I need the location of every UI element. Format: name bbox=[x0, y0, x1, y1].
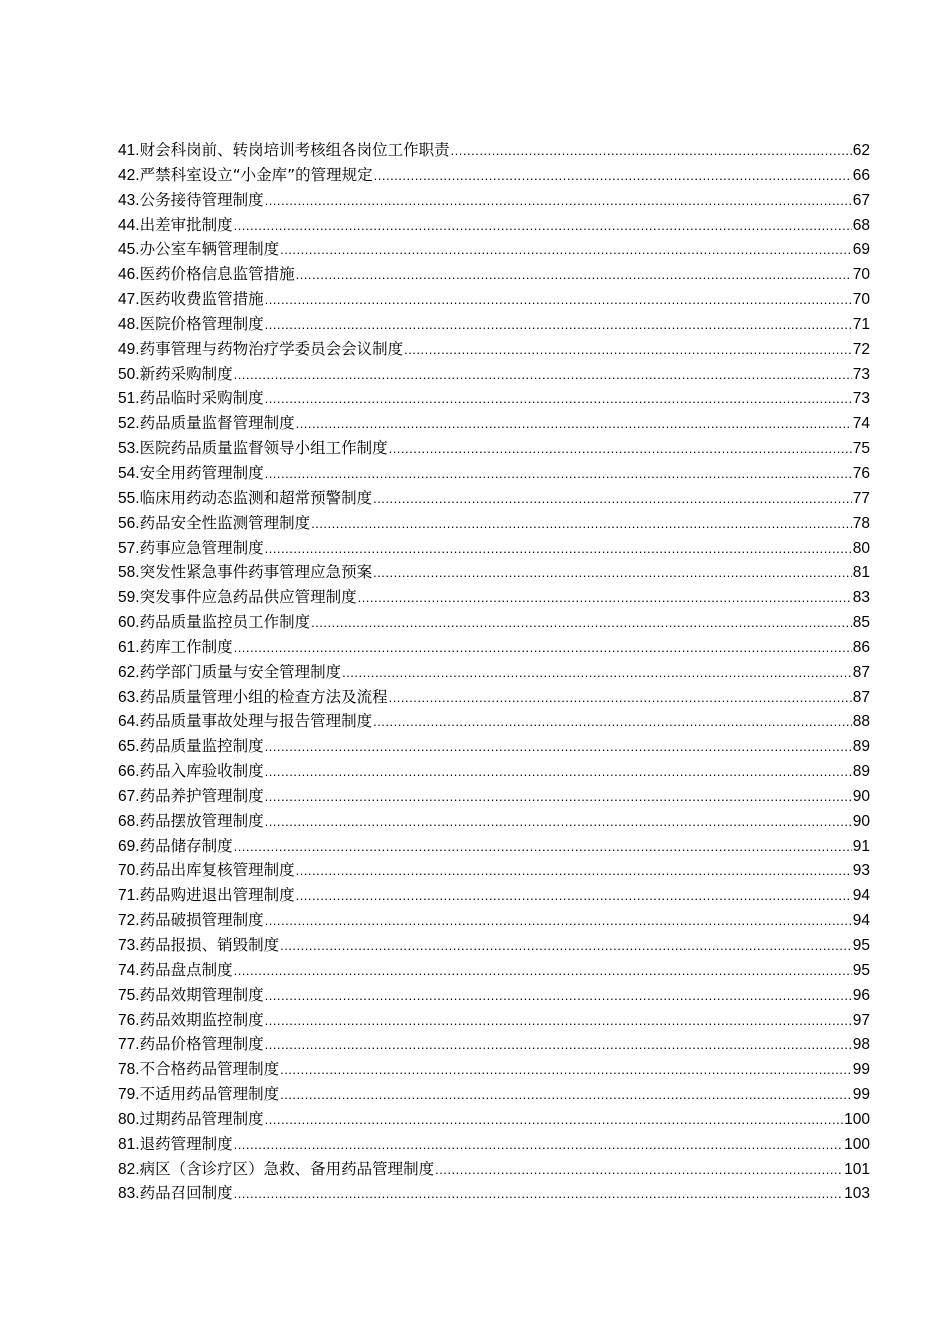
toc-entry-text: 药品质量监控员工作制度 bbox=[139, 613, 311, 632]
toc-entry-text: 药品养护管理制度 bbox=[139, 786, 264, 805]
toc-entry-text: 临床用药动态监测和超常预警制度 bbox=[139, 488, 373, 507]
toc-entry-page-number: 100 bbox=[844, 1110, 870, 1128]
toc-entry-title bbox=[118, 635, 233, 661]
toc-dot-leader bbox=[234, 1182, 844, 1207]
toc-dot-leader bbox=[280, 1083, 852, 1108]
toc-dot-leader bbox=[234, 959, 852, 984]
toc-entry-number: 50. bbox=[118, 365, 140, 383]
toc-entry-page-number: 77 bbox=[852, 489, 870, 507]
toc-entry-number: 64. bbox=[118, 713, 140, 731]
toc-entry-title bbox=[118, 386, 264, 412]
toc-dot-leader bbox=[265, 462, 852, 487]
toc-dot-leader bbox=[373, 710, 852, 735]
toc-entry[interactable] bbox=[118, 710, 870, 735]
toc-dot-leader bbox=[280, 1058, 852, 1083]
toc-entry-text: 新药采购制度 bbox=[139, 364, 233, 383]
toc-entry-text: 药品报损、销毁制度 bbox=[139, 936, 280, 954]
toc-entry-number: 46. bbox=[118, 266, 140, 284]
toc-entry-page-number: 91 bbox=[852, 837, 870, 855]
toc-entry-title bbox=[118, 759, 264, 785]
toc-entry-number: 74. bbox=[118, 961, 140, 979]
toc-entry-page-number: 70 bbox=[852, 266, 870, 284]
toc-entry[interactable] bbox=[118, 1083, 870, 1108]
toc-entry-title bbox=[118, 1132, 233, 1158]
toc-entry-page-number: 90 bbox=[852, 787, 870, 805]
toc-entry-number: 53. bbox=[118, 440, 140, 458]
toc-entry[interactable] bbox=[118, 512, 870, 537]
toc-entry-number: 59. bbox=[118, 589, 140, 607]
toc-dot-leader bbox=[296, 859, 852, 884]
toc-dot-leader bbox=[451, 139, 852, 164]
toc-entry[interactable] bbox=[118, 934, 870, 959]
toc-entry-number: 45. bbox=[118, 241, 140, 259]
toc-entry-title bbox=[118, 908, 264, 934]
toc-entry-title bbox=[118, 809, 264, 835]
toc-entry-text: 公务接待管理制度 bbox=[139, 190, 264, 209]
toc-entry[interactable] bbox=[118, 412, 870, 437]
toc-dot-leader bbox=[296, 412, 852, 437]
toc-dot-leader bbox=[389, 686, 852, 711]
toc-entry-number: 56. bbox=[118, 514, 140, 532]
toc-entry-text: 病区（含诊疗区）急救、备用药品管理制度 bbox=[139, 1159, 435, 1178]
toc-entry[interactable] bbox=[118, 686, 870, 711]
toc-entry-page-number: 99 bbox=[852, 1086, 870, 1104]
toc-entry-page-number: 73 bbox=[852, 365, 870, 383]
toc-entry-text: 药品临时采购制度 bbox=[139, 389, 264, 408]
toc-entry-title bbox=[118, 734, 264, 760]
toc-entry-page-number: 68 bbox=[852, 216, 870, 234]
toc-entry[interactable] bbox=[118, 586, 870, 611]
toc-entry-page-number: 73 bbox=[852, 390, 870, 408]
toc-entry-title bbox=[118, 784, 264, 810]
toc-entry-page-number: 95 bbox=[852, 961, 870, 979]
toc-entry-title bbox=[118, 312, 264, 338]
toc-dot-leader bbox=[265, 537, 852, 562]
toc-entry-text: 药库工作制度 bbox=[139, 637, 233, 656]
toc-entry[interactable] bbox=[118, 437, 870, 462]
toc-entry-title bbox=[118, 1181, 233, 1207]
toc-dot-leader bbox=[234, 363, 852, 388]
toc-entry-title bbox=[118, 858, 295, 884]
toc-entry-page-number: 66 bbox=[852, 166, 870, 184]
toc-entry-title bbox=[118, 610, 310, 636]
toc-entry-number: 65. bbox=[118, 738, 140, 756]
toc-entry-page-number: 67 bbox=[852, 191, 870, 209]
toc-dot-leader bbox=[296, 263, 852, 288]
toc-entry-title bbox=[118, 287, 264, 313]
toc-entry[interactable] bbox=[118, 859, 870, 884]
toc-entry[interactable] bbox=[118, 387, 870, 412]
toc-entry[interactable] bbox=[118, 760, 870, 785]
toc-entry-page-number: 87 bbox=[852, 663, 870, 681]
table-of-contents bbox=[118, 139, 870, 1207]
toc-entry[interactable] bbox=[118, 661, 870, 686]
toc-dot-leader bbox=[265, 760, 852, 785]
toc-entry[interactable] bbox=[118, 537, 870, 562]
toc-entry-text: 药品质量事故处理与报告管理制度 bbox=[139, 712, 373, 731]
toc-entry-page-number: 72 bbox=[852, 340, 870, 358]
toc-entry[interactable] bbox=[118, 835, 870, 860]
toc-entry-page-number: 94 bbox=[852, 887, 870, 905]
toc-entry-number: 66. bbox=[118, 763, 140, 781]
toc-entry-title bbox=[118, 685, 388, 711]
toc-dot-leader bbox=[265, 984, 852, 1009]
toc-entry-number: 73. bbox=[118, 937, 140, 954]
toc-entry-page-number: 90 bbox=[852, 812, 870, 830]
toc-entry-number: 61. bbox=[118, 638, 140, 656]
toc-entry-title bbox=[118, 1157, 434, 1183]
toc-entry-page-number: 71 bbox=[852, 315, 870, 333]
toc-entry-text: 突发性紧急事件药事管理应急预案 bbox=[139, 563, 373, 582]
toc-dot-leader bbox=[265, 1033, 852, 1058]
toc-entry-title bbox=[118, 461, 264, 487]
toc-dot-leader bbox=[280, 238, 852, 263]
toc-entry-page-number: 75 bbox=[852, 440, 870, 458]
toc-entry-title bbox=[118, 883, 295, 909]
toc-entry-number: 57. bbox=[118, 539, 140, 557]
toc-entry-number: 82. bbox=[118, 1160, 140, 1178]
toc-entry-title bbox=[118, 834, 233, 860]
toc-entry-number: 78. bbox=[118, 1061, 140, 1079]
toc-entry-text: 医院药品质量监督领导小组工作制度 bbox=[139, 439, 388, 458]
toc-entry-text: 药品出库复核管理制度 bbox=[139, 861, 295, 880]
toc-entry-page-number: 76 bbox=[852, 464, 870, 482]
toc-entry-number: 71. bbox=[118, 887, 140, 905]
toc-entry-number: 52. bbox=[118, 415, 140, 433]
toc-entry-title bbox=[118, 1082, 279, 1108]
toc-entry-number: 75. bbox=[118, 986, 140, 1004]
toc-dot-leader bbox=[311, 512, 852, 537]
toc-entry-page-number: 87 bbox=[852, 688, 870, 706]
toc-entry-number: 63. bbox=[118, 688, 140, 706]
toc-entry-title bbox=[118, 585, 357, 611]
toc-entry[interactable] bbox=[118, 1033, 870, 1058]
toc-entry-page-number: 85 bbox=[852, 614, 870, 632]
toc-entry-number: 47. bbox=[118, 291, 140, 309]
toc-entry-text: 突发事件应急药品供应管理制度 bbox=[139, 588, 357, 607]
toc-entry-number: 79. bbox=[118, 1086, 140, 1104]
toc-entry-page-number: 89 bbox=[852, 738, 870, 756]
toc-entry-text: 医药收费监管措施 bbox=[139, 290, 264, 309]
toc-entry-page-number: 98 bbox=[852, 1036, 870, 1054]
toc-entry[interactable] bbox=[118, 1108, 870, 1133]
toc-entry-number: 51. bbox=[118, 390, 140, 408]
toc-entry[interactable] bbox=[118, 959, 870, 984]
toc-entry-text: 药品盘点制度 bbox=[139, 960, 233, 979]
toc-entry[interactable] bbox=[118, 561, 870, 586]
toc-entry[interactable] bbox=[118, 487, 870, 512]
toc-entry-title bbox=[118, 536, 264, 562]
toc-entry[interactable] bbox=[118, 984, 870, 1009]
toc-entry-number: 76. bbox=[118, 1011, 140, 1029]
toc-dot-leader bbox=[234, 835, 852, 860]
toc-entry-text: 药品购进退出管理制度 bbox=[139, 886, 295, 905]
toc-entry[interactable] bbox=[118, 636, 870, 661]
toc-entry-title bbox=[118, 262, 295, 288]
toc-dot-leader bbox=[311, 611, 852, 636]
toc-dot-leader bbox=[265, 189, 852, 214]
toc-dot-leader bbox=[265, 387, 852, 412]
toc-entry-title bbox=[118, 188, 264, 214]
toc-entry-text: 药事应急管理制度 bbox=[139, 538, 264, 557]
toc-entry[interactable] bbox=[118, 611, 870, 636]
toc-entry-page-number: 80 bbox=[852, 539, 870, 557]
toc-entry[interactable] bbox=[118, 238, 870, 263]
toc-dot-leader bbox=[280, 934, 852, 959]
toc-dot-leader bbox=[265, 785, 852, 810]
toc-entry-number: 43. bbox=[118, 191, 140, 209]
toc-entry-text: 退药管理制度 bbox=[139, 1134, 233, 1153]
toc-dot-leader bbox=[265, 1009, 852, 1034]
toc-dot-leader bbox=[296, 884, 852, 909]
toc-entry-number: 81. bbox=[118, 1135, 140, 1153]
toc-entry-text: 药品召回制度 bbox=[139, 1184, 233, 1203]
toc-entry-title bbox=[118, 1057, 279, 1083]
toc-entry-title bbox=[118, 511, 310, 537]
toc-dot-leader bbox=[404, 338, 852, 363]
toc-entry[interactable] bbox=[118, 1009, 870, 1034]
toc-entry-title bbox=[118, 1032, 264, 1058]
toc-entry[interactable] bbox=[118, 785, 870, 810]
toc-entry-title bbox=[118, 337, 403, 363]
toc-entry-page-number: 62 bbox=[852, 142, 870, 159]
toc-entry[interactable] bbox=[118, 288, 870, 313]
toc-dot-leader bbox=[389, 437, 852, 462]
toc-entry-title bbox=[118, 709, 372, 735]
toc-entry-text: 医院价格管理制度 bbox=[139, 314, 264, 333]
toc-entry-text: 严禁科室设立“小金库”的管理规定 bbox=[139, 165, 373, 184]
toc-entry-page-number: 94 bbox=[852, 912, 870, 930]
toc-entry[interactable] bbox=[118, 338, 870, 363]
toc-entry[interactable] bbox=[118, 1182, 870, 1207]
toc-entry-number: 55. bbox=[118, 489, 140, 507]
toc-entry-page-number: 69 bbox=[852, 241, 870, 259]
toc-entry-number: 67. bbox=[118, 787, 140, 805]
toc-entry[interactable] bbox=[118, 735, 870, 760]
toc-entry-number: 72. bbox=[118, 912, 140, 930]
toc-entry-number: 70. bbox=[118, 862, 140, 880]
toc-entry-text: 出差审批制度 bbox=[139, 215, 233, 234]
toc-entry-text: 医药价格信息监管措施 bbox=[139, 265, 295, 284]
toc-entry-text: 不适用药品管理制度 bbox=[139, 1085, 280, 1104]
toc-dot-leader bbox=[234, 1133, 844, 1158]
toc-entry-page-number: 78 bbox=[852, 514, 870, 532]
toc-entry-page-number: 89 bbox=[852, 763, 870, 781]
toc-entry-page-number: 70 bbox=[852, 291, 870, 309]
toc-entry-title bbox=[118, 213, 233, 239]
toc-entry-title bbox=[118, 163, 373, 189]
toc-entry-title bbox=[118, 560, 372, 586]
toc-entry-number: 41. bbox=[118, 142, 140, 159]
toc-dot-leader bbox=[265, 313, 852, 338]
toc-entry-text: 药品质量监督管理制度 bbox=[139, 414, 295, 433]
toc-entry-title bbox=[118, 436, 388, 462]
toc-entry-text: 办公室车辆管理制度 bbox=[139, 240, 280, 259]
toc-entry-text: 药品摆放管理制度 bbox=[139, 811, 264, 830]
toc-dot-leader bbox=[435, 1158, 843, 1183]
toc-entry-number: 54. bbox=[118, 464, 140, 482]
toc-entry-title bbox=[118, 983, 264, 1009]
toc-entry-page-number: 81 bbox=[852, 564, 870, 582]
toc-entry[interactable] bbox=[118, 462, 870, 487]
toc-entry-text: 安全用药管理制度 bbox=[139, 463, 264, 482]
toc-entry-page-number: 100 bbox=[844, 1135, 870, 1153]
toc-entry-page-number: 101 bbox=[844, 1160, 870, 1178]
toc-entry-title bbox=[118, 1107, 264, 1133]
toc-entry-text: 药品效期管理制度 bbox=[139, 985, 264, 1004]
toc-entry-number: 62. bbox=[118, 663, 140, 681]
toc-dot-leader bbox=[234, 636, 852, 661]
toc-entry-title bbox=[118, 138, 450, 164]
toc-entry-text: 药学部门质量与安全管理制度 bbox=[139, 662, 342, 681]
toc-entry-page-number: 103 bbox=[844, 1185, 870, 1203]
toc-entry-text: 药事管理与药物治疗学委员会会议制度 bbox=[139, 339, 404, 358]
toc-entry-number: 48. bbox=[118, 315, 140, 333]
toc-entry-page-number: 83 bbox=[852, 589, 870, 607]
toc-entry[interactable] bbox=[118, 363, 870, 388]
toc-entry-number: 69. bbox=[118, 837, 140, 855]
toc-entry-text: 药品质量监控制度 bbox=[139, 737, 264, 756]
toc-entry[interactable] bbox=[118, 909, 870, 934]
toc-entry-page-number: 93 bbox=[852, 862, 870, 880]
toc-entry-number: 42. bbox=[118, 166, 140, 184]
toc-dot-leader bbox=[374, 164, 852, 189]
toc-entry-text: 药品安全性监测管理制度 bbox=[139, 513, 311, 532]
toc-dot-leader bbox=[265, 810, 852, 835]
toc-entry-title bbox=[118, 958, 233, 984]
toc-entry-text: 药品储存制度 bbox=[139, 836, 233, 855]
toc-entry-text: 药品效期监控制度 bbox=[139, 1010, 264, 1029]
toc-entry-page-number: 86 bbox=[852, 638, 870, 656]
toc-dot-leader bbox=[373, 561, 852, 586]
toc-entry-title bbox=[118, 486, 372, 512]
toc-entry-number: 60. bbox=[118, 614, 140, 632]
toc-entry-text: 药品入库验收制度 bbox=[139, 762, 264, 781]
toc-entry-number: 58. bbox=[118, 564, 140, 582]
toc-entry[interactable] bbox=[118, 313, 870, 338]
toc-entry-title bbox=[118, 362, 233, 388]
toc-entry-page-number: 88 bbox=[852, 713, 870, 731]
toc-entry[interactable] bbox=[118, 1133, 870, 1158]
toc-entry-page-number: 95 bbox=[852, 937, 870, 954]
toc-entry-page-number: 74 bbox=[852, 415, 870, 433]
toc-dot-leader bbox=[234, 214, 852, 239]
toc-entry-number: 77. bbox=[118, 1036, 140, 1054]
toc-entry-text: 过期药品管理制度 bbox=[139, 1109, 264, 1128]
toc-entry-text: 不合格药品管理制度 bbox=[139, 1060, 280, 1079]
toc-entry[interactable] bbox=[118, 884, 870, 909]
toc-entry-text: 药品价格管理制度 bbox=[139, 1035, 264, 1054]
toc-entry[interactable] bbox=[118, 189, 870, 214]
toc-entry-number: 49. bbox=[118, 340, 140, 358]
toc-entry[interactable] bbox=[118, 1058, 870, 1083]
toc-entry-title bbox=[118, 660, 341, 686]
toc-entry-page-number: 97 bbox=[852, 1011, 870, 1029]
toc-entry-page-number: 99 bbox=[852, 1061, 870, 1079]
toc-dot-leader bbox=[358, 586, 852, 611]
toc-dot-leader bbox=[265, 288, 852, 313]
toc-entry[interactable] bbox=[118, 139, 870, 164]
toc-entry[interactable] bbox=[118, 1158, 870, 1183]
toc-entry-page-number: 96 bbox=[852, 986, 870, 1004]
toc-entry[interactable] bbox=[118, 810, 870, 835]
toc-entry-title bbox=[118, 1008, 264, 1034]
toc-dot-leader bbox=[265, 909, 852, 934]
toc-entry-text: 药品破损管理制度 bbox=[139, 911, 264, 930]
toc-entry-number: 83. bbox=[118, 1185, 140, 1203]
toc-dot-leader bbox=[342, 661, 852, 686]
toc-dot-leader bbox=[265, 735, 852, 760]
toc-dot-leader bbox=[373, 487, 852, 512]
toc-entry-number: 80. bbox=[118, 1110, 140, 1128]
toc-entry-title bbox=[118, 933, 279, 959]
toc-entry[interactable] bbox=[118, 164, 870, 189]
toc-entry-number: 68. bbox=[118, 812, 140, 830]
toc-entry-text: 财会科岗前、转岗培训考核组各岗位工作职责 bbox=[139, 141, 450, 159]
toc-entry[interactable] bbox=[118, 214, 870, 239]
toc-entry-text: 药品质量管理小组的检查方法及流程 bbox=[139, 687, 388, 706]
toc-entry-number: 44. bbox=[118, 216, 140, 234]
toc-entry-title bbox=[118, 411, 295, 437]
toc-entry-title bbox=[118, 237, 279, 263]
toc-entry[interactable] bbox=[118, 263, 870, 288]
toc-dot-leader bbox=[265, 1108, 844, 1133]
